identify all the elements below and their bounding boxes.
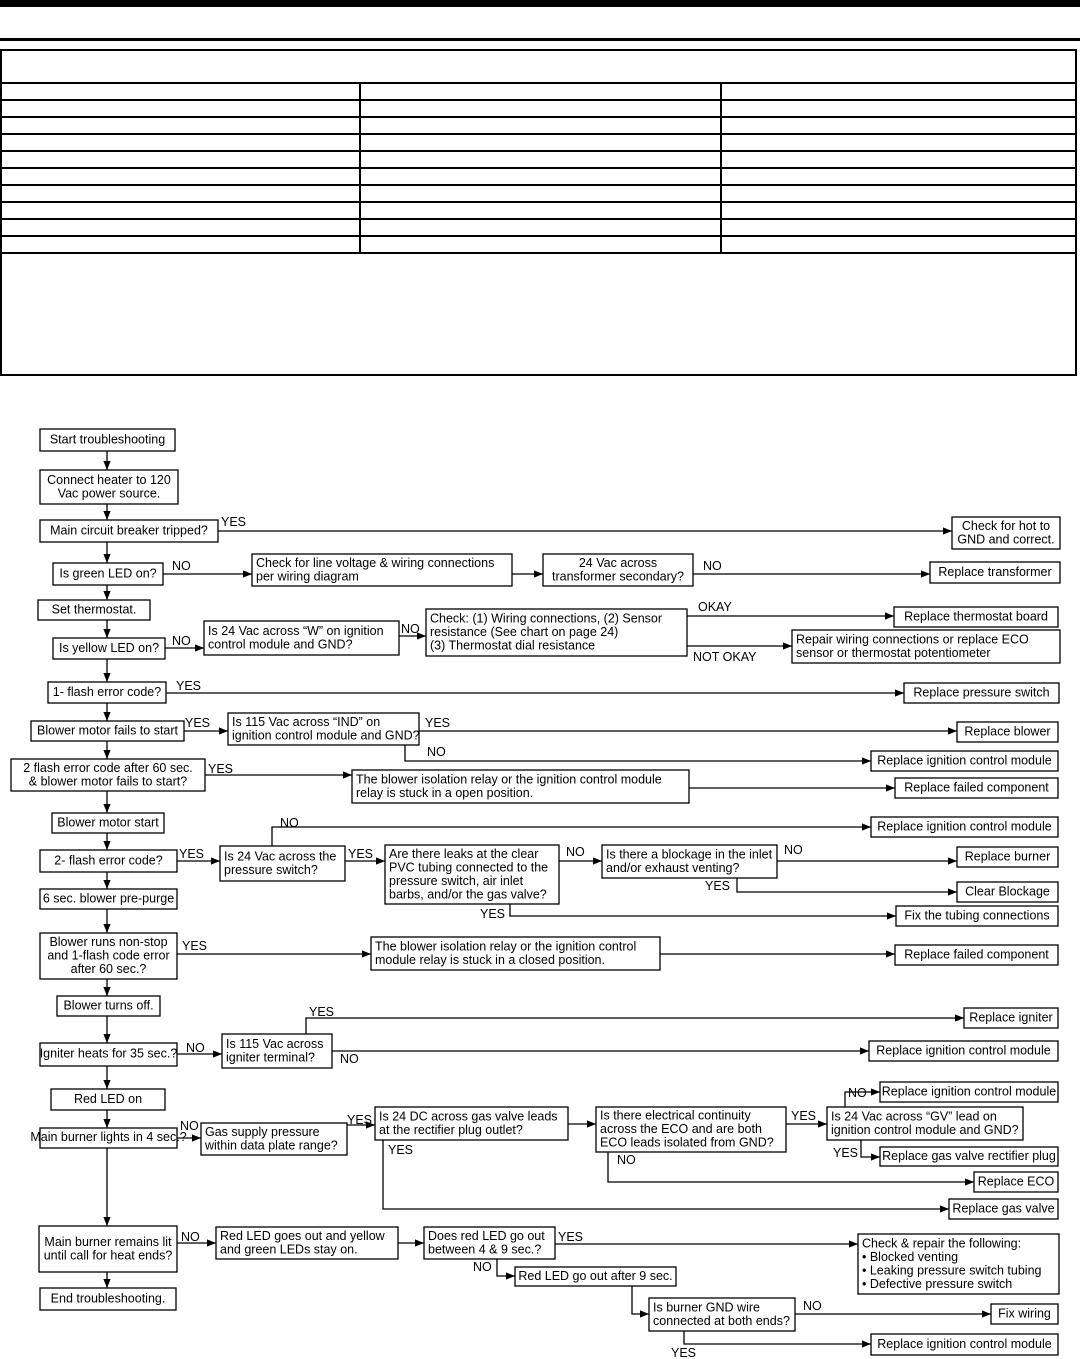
flow-node-checkwiring	[426, 609, 687, 656]
flow-node-text: PVC tubing connected to the	[389, 860, 549, 875]
branch-label-yes: YES	[791, 1109, 817, 1123]
flow-node-replfail2	[895, 945, 1058, 965]
branch-label-yes: YES	[705, 879, 731, 893]
flow-node-relayopen	[352, 770, 689, 803]
flow-node-text: until call for heat ends?	[43, 1248, 173, 1263]
branch-label-no: NO	[172, 634, 191, 648]
branch-label-no: NO	[172, 559, 191, 573]
flow-node-igniter	[40, 1043, 178, 1066]
branch-label-no: NO	[566, 845, 585, 859]
flow-node-replblower	[957, 722, 1058, 742]
flow-connector	[306, 1018, 964, 1034]
flow-node-text: Does red LED go out	[428, 1228, 545, 1243]
flow-connector	[861, 1140, 880, 1157]
branch-label-yes: YES	[388, 1143, 414, 1157]
flow-node-text: • Blocked venting	[862, 1249, 959, 1264]
flow-node-text: and green LEDs stay on.	[220, 1242, 358, 1257]
flow-node-text: GND and correct.	[957, 532, 1055, 547]
branch-label-yes: YES	[208, 762, 234, 776]
branch-label-yes: YES	[176, 679, 202, 693]
flow-node-text: Set thermostat.	[51, 602, 137, 617]
flow-node-text: Replace ignition control module	[877, 819, 1052, 834]
flow-node-text: Gas supply pressure	[205, 1124, 320, 1139]
flow-node-gndwire	[649, 1298, 795, 1331]
flow-node-replign	[964, 1008, 1058, 1028]
branch-label-yes: YES	[182, 939, 208, 953]
flow-node-text: module relay is stuck in a closed position.	[375, 952, 605, 967]
branch-label-no: NO	[180, 1119, 199, 1133]
branch-label-no: NO	[427, 745, 446, 759]
flow-node-text: igniter terminal?	[226, 1050, 315, 1065]
flow-connector	[684, 1331, 871, 1344]
flow-connector	[632, 1286, 649, 1314]
flow-node-checkhot	[952, 517, 1060, 549]
flow-node-text: Replace gas valve	[952, 1201, 1055, 1216]
flow-node-text: Replace ECO	[977, 1174, 1055, 1189]
flow-node-text: Red LED goes out and yellow	[220, 1228, 385, 1243]
flow-node-text: 24 Vac across	[578, 555, 658, 570]
flow-node-text: Blower turns off.	[63, 998, 154, 1013]
flow-node-text: 2 flash error code after 60 sec.	[23, 760, 193, 775]
flow-node-text: 2- flash error code?	[54, 853, 163, 868]
flow-node-text: Replace ignition control module	[876, 1043, 1051, 1058]
flow-node-text: Fix the tubing connections	[904, 908, 1050, 923]
flow-node-text: Main burner lights in 4 sec.?	[30, 1129, 187, 1144]
flow-node-text: ECO leads isolated from GND?	[600, 1135, 774, 1150]
flow-node-ign115	[222, 1034, 332, 1068]
branch-label-okay: OKAY	[698, 600, 732, 614]
flow-node-text: Is there a blockage in the inlet	[606, 847, 773, 862]
flow-node-text: after 60 sec.?	[70, 962, 147, 976]
flow-node-text: connected at both ends?	[653, 1313, 790, 1328]
flow-node-replicm1	[871, 751, 1058, 771]
flow-node-text: Is 24 DC across gas valve leads	[379, 1109, 558, 1124]
flow-node-repleco	[974, 1172, 1058, 1192]
flow-node-press24	[220, 846, 345, 881]
flow-node-text: Is burner GND wire	[653, 1300, 760, 1315]
branch-label-no: NO	[186, 1041, 205, 1055]
flow-node-flash2	[40, 850, 177, 872]
flow-node-gv24	[827, 1107, 1023, 1140]
flow-node-start	[40, 429, 175, 451]
branch-label-yes: YES	[347, 1113, 373, 1127]
flow-node-text: at the rectifier plug outlet?	[379, 1122, 523, 1137]
flow-node-yellow	[53, 638, 165, 659]
flow-node-remains	[39, 1226, 177, 1272]
branch-label-yes: YES	[671, 1346, 697, 1359]
flow-node-blockage	[602, 845, 777, 878]
flow-node-text: Replace thermostat board	[904, 609, 1048, 624]
flow-node-fixwiring	[991, 1304, 1058, 1324]
flow-node-text: Replace transformer	[938, 565, 1052, 579]
flow-node-flash1	[48, 682, 166, 703]
flow-node-text: Vac power source.	[57, 486, 161, 501]
branch-label-no: NO	[280, 816, 299, 830]
branch-label-no: NO	[340, 1052, 359, 1066]
flow-node-blowerofff	[57, 996, 160, 1016]
branch-label-no: NO	[181, 1230, 200, 1244]
flow-node-text: The blower isolation relay or the ignition control	[375, 939, 637, 954]
branch-label-yes: YES	[309, 1005, 335, 1019]
flow-node-text: Connect heater to 120	[47, 472, 171, 487]
flow-node-text: Is green LED on?	[59, 566, 157, 581]
flow-node-ind115	[228, 713, 420, 745]
branch-label-yes: YES	[185, 716, 211, 730]
flow-node-text: ignition control module and GND?	[831, 1122, 1019, 1137]
flow-node-text: Repair wiring connections or replace ECO	[796, 632, 1029, 647]
flow-node-text: • Leaking pressure switch tubing	[862, 1263, 1042, 1278]
flow-node-blowerstart	[52, 813, 164, 833]
branch-label-no: NO	[401, 622, 420, 636]
flow-node-text: Is 24 Vac across the	[224, 849, 337, 864]
flow-node-setstat	[38, 600, 150, 620]
branch-label-notokay: NOT OKAY	[693, 650, 757, 664]
flow-node-text: pressure switch?	[224, 862, 318, 877]
flow-node-redout49	[424, 1227, 555, 1259]
flow-node-text: per wiring diagram	[256, 569, 359, 584]
flow-node-relayclosed	[371, 937, 660, 970]
flow-node-text: End troubleshooting.	[50, 1291, 166, 1306]
branch-label-yes: YES	[348, 847, 374, 861]
flow-node-connect	[40, 470, 178, 504]
flow-node-text: Replace blower	[964, 724, 1051, 739]
flow-node-text: sensor or thermostat potentiometer	[796, 645, 991, 660]
flow-node-nonstop	[40, 933, 177, 979]
flow-node-replgv	[949, 1199, 1058, 1219]
flow-node-replrect	[880, 1147, 1058, 1166]
flow-node-text: Is 115 Vac across	[226, 1036, 324, 1051]
flow-node-leaks	[385, 845, 559, 904]
flow-node-text: between 4 & 9 sec.?	[428, 1242, 542, 1257]
flow-node-text: Is 24 Vac across “GV” lead on	[831, 1109, 997, 1124]
branch-label-no: NO	[473, 1260, 492, 1274]
flow-node-text: across the ECO and are both	[600, 1122, 762, 1136]
flow-node-text: within data plate range?	[205, 1138, 338, 1153]
flow-node-replfail1	[895, 778, 1058, 798]
flow-node-text: (3) Thermostat dial resistance	[430, 638, 596, 653]
branch-label-no: NO	[803, 1299, 822, 1313]
flow-node-text: Is there electrical continuity	[600, 1108, 751, 1123]
flow-node-replicm2	[871, 817, 1058, 837]
flow-node-text: Check: (1) Wiring connections, (2) Sensor	[430, 611, 663, 626]
flow-node-text: and/or exhaust venting?	[606, 860, 740, 875]
flow-node-text: Replace ignition control module	[877, 753, 1052, 768]
flow-node-text: relay is stuck in a open position.	[356, 785, 534, 800]
branch-label-yes: YES	[833, 1146, 859, 1160]
flow-node-text: Blower motor start	[57, 815, 159, 830]
flow-node-text: transformer secondary?	[551, 569, 685, 584]
flow-node-text: Replace burner	[964, 849, 1051, 864]
flow-connector	[737, 878, 957, 892]
flow-node-redout	[216, 1227, 398, 1259]
flow-node-text: resistance (See chart on page 24)	[430, 625, 619, 639]
flow-node-linevolt	[252, 554, 512, 586]
flow-node-text: Blower motor fails to start	[36, 723, 179, 738]
flow-node-gaspress	[201, 1123, 347, 1155]
flow-node-text: ignition control module and GND?	[232, 728, 420, 743]
flow-node-clearblock	[957, 882, 1058, 902]
flow-node-burner4	[30, 1128, 186, 1148]
branch-label-no: NO	[617, 1153, 636, 1167]
flow-node-replicm4	[880, 1082, 1058, 1102]
flow-node-replxfmr	[930, 562, 1060, 583]
flow-node-green	[53, 563, 163, 585]
flow-connector	[272, 827, 871, 846]
flow-node-text: Check for line voltage & wiring connections	[256, 555, 495, 570]
flow-node-dc24	[375, 1107, 568, 1140]
flow-node-text: Red LED on	[73, 1092, 143, 1106]
flow-node-text: barbs, and/or the gas valve?	[389, 887, 547, 902]
branch-label-yes: YES	[179, 847, 205, 861]
flow-node-text: Check & repair the following:	[862, 1236, 1022, 1251]
flow-node-text: 1- flash error code?	[52, 685, 162, 699]
branch-label-yes: YES	[425, 716, 451, 730]
flow-node-replicm3	[869, 1041, 1058, 1061]
flow-node-text: Main burner remains lit	[44, 1234, 172, 1249]
flow-node-text: The blower isolation relay or the ignition control module	[356, 772, 662, 787]
flow-connector	[497, 1259, 515, 1276]
flow-node-replburner	[957, 847, 1058, 867]
flow-node-breaker	[40, 520, 218, 542]
branch-label-yes: YES	[558, 1230, 584, 1244]
flow-connector	[405, 745, 871, 761]
flow-node-redled	[51, 1089, 165, 1110]
flow-node-repairwiring	[792, 630, 1060, 663]
flow-node-blowerfail	[31, 721, 184, 741]
flow-node-text: Start troubleshooting	[49, 432, 166, 447]
branch-label-no: NO	[784, 843, 803, 857]
flow-node-redafter9	[515, 1267, 676, 1286]
flow-node-replstat	[894, 607, 1058, 627]
flow-node-text: Igniter heats for 35 sec.?	[39, 1046, 178, 1061]
flow-node-text: Red LED go out after 9 sec.	[518, 1269, 673, 1283]
flow-node-checkrepair	[858, 1234, 1059, 1294]
flow-node-text: Are there leaks at the clear	[389, 846, 539, 861]
flow-node-purge	[40, 889, 177, 909]
branch-label-no: NO	[703, 559, 722, 573]
flow-node-text: Replace pressure switch	[913, 685, 1050, 700]
flow-node-text: Is 24 Vac across “W” on ignition	[208, 623, 384, 638]
branch-label-yes: YES	[480, 907, 506, 921]
flow-node-text: Fix wiring	[998, 1306, 1051, 1321]
flow-node-replicm5	[871, 1334, 1058, 1355]
flow-node-text: Is yellow LED on?	[58, 641, 160, 655]
flow-node-text: Replace failed component	[904, 780, 1049, 795]
flow-node-replpress	[904, 683, 1059, 703]
flow-node-end	[40, 1288, 176, 1310]
flow-node-w24	[204, 621, 399, 655]
flow-node-text: Clear Blockage	[965, 884, 1050, 899]
flow-node-text: and 1-flash code error	[47, 948, 170, 963]
branch-label-yes: YES	[221, 515, 247, 529]
flow-node-text: control module and GND?	[208, 637, 353, 652]
flow-node-text: • Defective pressure switch	[862, 1276, 1013, 1291]
flow-node-text: Check for hot to	[961, 518, 1051, 533]
flow-node-text: 6 sec. blower pre-purge	[42, 891, 175, 906]
flow-node-text: Replace igniter	[969, 1010, 1053, 1025]
flow-node-xfmr	[543, 554, 693, 586]
flow-node-text: pressure switch, air inlet	[389, 873, 524, 888]
flow-node-flash2_60	[11, 759, 205, 791]
flow-node-text: Main circuit breaker tripped?	[50, 523, 208, 538]
flow-node-text: & blower motor fails to start?	[28, 774, 188, 789]
flow-node-text: Replace ignition control module	[877, 1337, 1052, 1351]
flow-node-fixtubing	[896, 906, 1058, 926]
flow-node-text: Blower runs non-stop	[49, 935, 168, 949]
flow-node-text: Replace gas valve rectifier plug	[882, 1149, 1056, 1163]
flow-connector	[510, 904, 896, 916]
flow-node-text: Replace ignition control module	[881, 1084, 1057, 1099]
flow-node-text: Is 115 Vac across “IND” on	[232, 714, 381, 729]
flow-node-text: Replace failed component	[904, 947, 1049, 962]
flow-node-eco	[596, 1107, 786, 1152]
branch-label-no: NO	[848, 1086, 867, 1100]
